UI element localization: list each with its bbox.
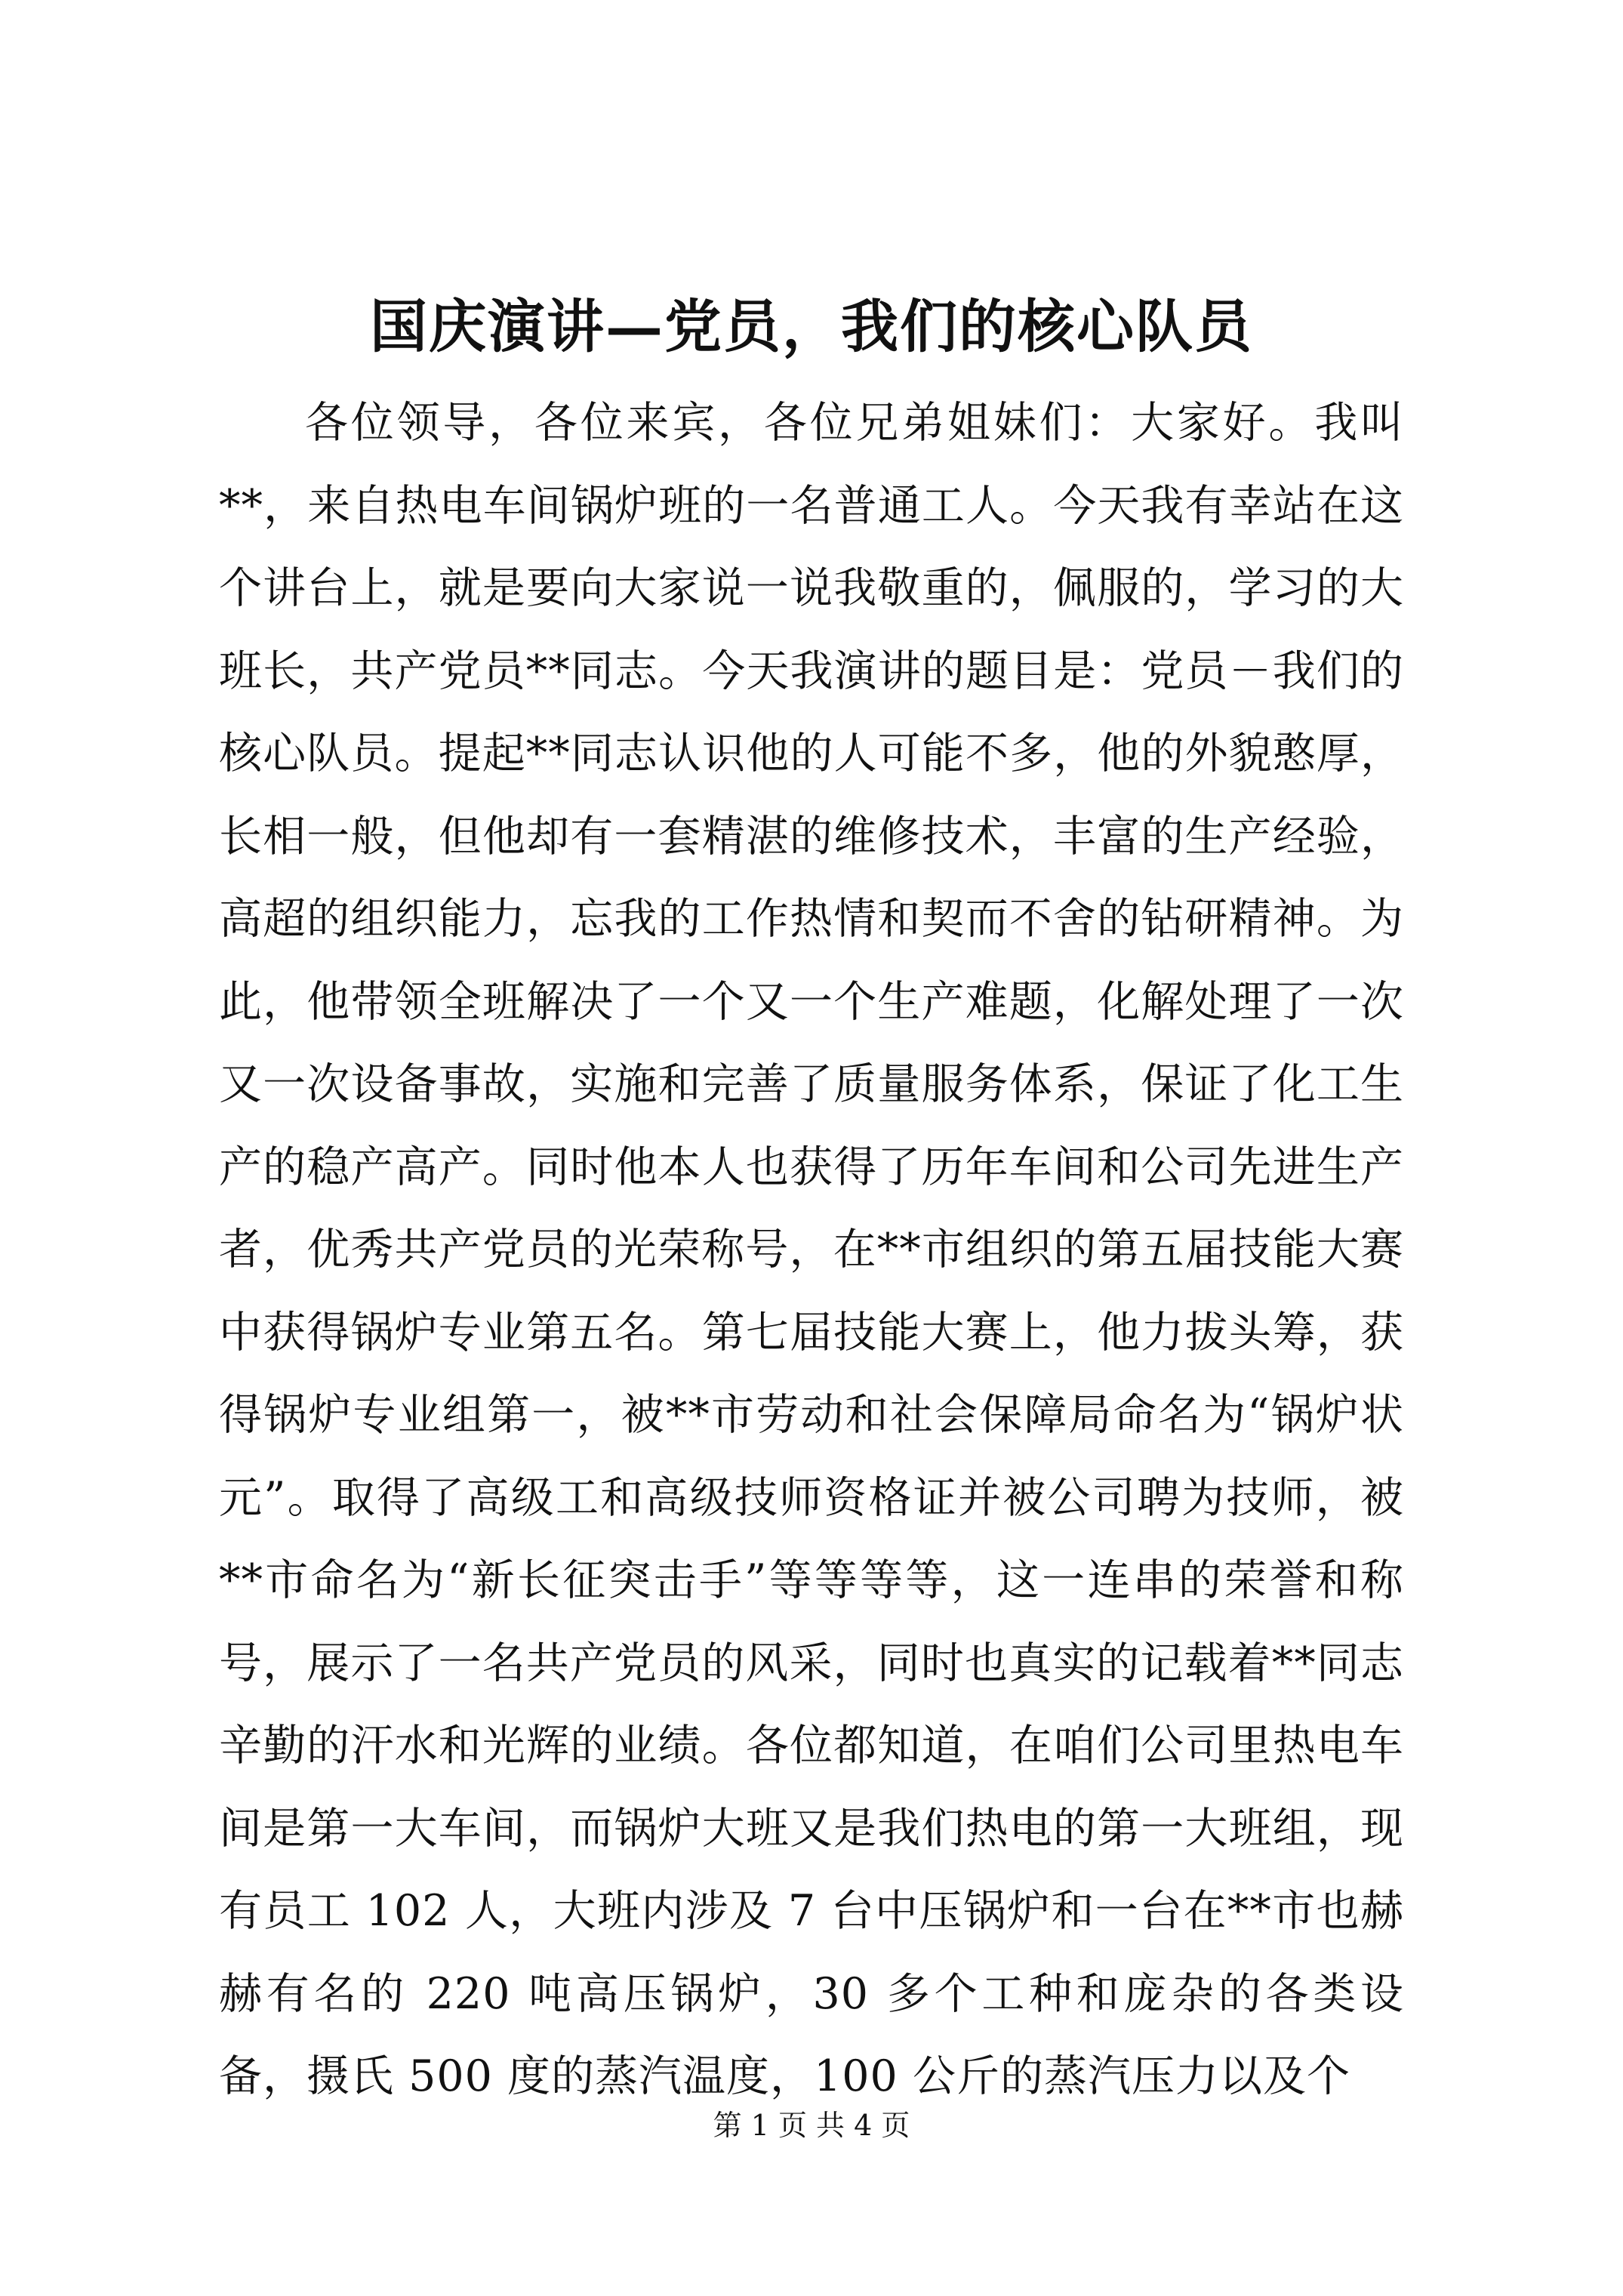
- body-paragraph: 各位领导，各位来宾，各位兄弟姐妹们：大家好。我叫**，来自热电车间锅炉班的一名普通工人。今天我有幸站在这个讲台上，就是要向大家说一说我敬重的，佩服的，学习的大班长，共产党员**同志。今天我演讲的题目是：党员－我们的核心队员。提起**同志认识他的人可能不多，他的外貌憨厚，长相一般，但他却有一套精湛的维修技术，丰富的生产经验，高超的组织能力，忘我的工作热情和契而不舍的钻研精神。为此，他带领全班解决了一个又一个生产难题，化解处理了一次又一次设备事故，实施和完善了质量服务体系，保证了化工生产的稳产高产。同时他本人也获得了历年车间和公司先进生产者，优秀共产党员的光荣称号，在**市组织的第五届技能大赛中获得锅炉专业第五名。第七届技能大赛上，他力拔头筹，获得锅炉专业组第一，被**市劳动和社会保障局命名为“锅炉状元”。取得了高级工和高级技师资格证并被公司聘为技师，被**市命名为“新长征突击手”等等等等，这一连串的荣誉和称号，展示了一名共产党员的风采，同时也真实的记载着**同志辛勤的汗水和光辉的业绩。各位都知道，在咱们公司里热电车间是第一大车间，而锅炉大班又是我们热电的第一大班组，现有员工 102 人，大班内涉及 7 台中压锅炉和一台在**市也赫赫有名的 220 吨高压锅炉，30 多个工种和庞杂的各类设备，摄氏 500 度的蒸汽温度，100 公斤的蒸汽压力以及个: [219, 398, 1404, 2101]
- page-number-footer: 第 1 页 共 4 页: [713, 2109, 910, 2142]
- page-title: 国庆演讲—党员，我们的核心队员: [370, 293, 1253, 360]
